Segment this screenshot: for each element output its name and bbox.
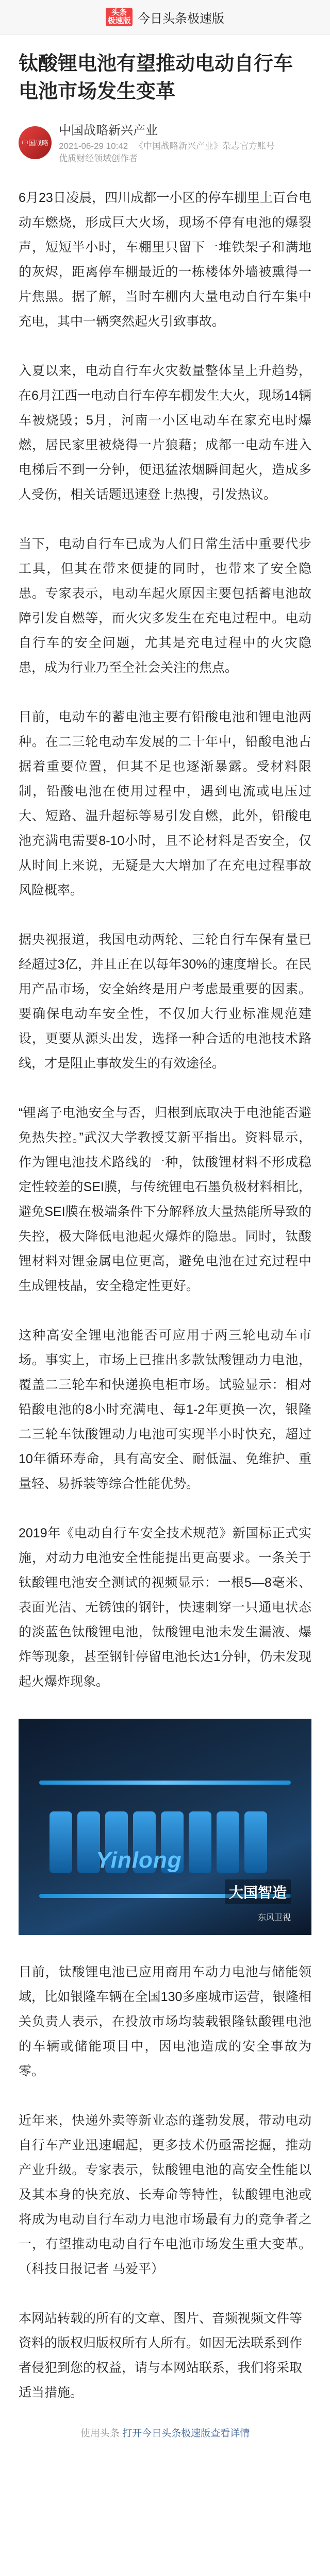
paragraph-2: 入夏以来，电动自行车火灾数量整体呈上升趋势，在6月江西一电动自行车停车棚发生大火，现场14辆车被烧毁；5月，河南一小区电动车在家充电时爆燃，居民家里被烧得一片狼藉；成都一电动车进入电梯后不到一分钟，便迅猛浓烟瞬间起火，造成多人受伤，相关话题迅速登上热搜，引发热议。	[19, 364, 311, 502]
battery-cell	[244, 1811, 267, 1873]
logo-line1: 头条	[111, 8, 127, 17]
author-meta	[59, 140, 279, 165]
paragraph-3: 当下，电动自行车已成为人们日常生活中重要代步工具，但其在带来便捷的同时，也带来了安全隐患。专家表示，电动车起火原因主要包括蓄电池故障引发自燃等，而火灾多发生在充电过程中。电动自行车的安全问题，尤其是充电过程中的火灾隐患，成为行业乃至全社会关注的焦点。	[19, 537, 311, 675]
open-app-tip	[19, 2426, 311, 2439]
paragraph-8: 2019年《电动自行车安全技术规范》新国标正式实施，对动力电池安全性能提出更高要求。一条关于钛酸锂电池安全测试的视频显示：一根5—8毫米、表面光洁、无锈蚀的钢针，快速刺穿一只通电状态的淡蓝色钛酸锂电池，钛酸锂电池未发生漏液、爆炸等现象，甚至钢针停留电池长达1分钟，仍未发现起火爆炸现象。	[19, 1526, 311, 1689]
author-name[interactable]: 中国战略新兴产业	[59, 124, 158, 138]
battery-production-image[interactable]	[19, 1719, 311, 1935]
author-description: 优质财经领域创作者	[59, 154, 138, 163]
battery-cell	[217, 1811, 239, 1873]
author-avatar[interactable]: 中国战略	[19, 126, 52, 159]
article-title: 钛酸锂电池有望推动电动自行车电池市场发生变革	[19, 53, 293, 103]
battery-cell	[50, 1811, 72, 1873]
paragraph-9: 目前，钛酸锂电池已应用商用车动力电池与储能领域，比如银隆车辆在全国130多座城市运营，银隆相关负责人表示，在投放市场均装载银隆钛酸锂电池的车辆或储能项目中，因电池造成的安全事故为零。	[19, 1965, 311, 2078]
copyright-notice: 本网站转载的所有的文章、图片、音频视频文件等资料的版权归版权所有人所有。如因无法联系到作者侵犯到您的权益，请与本网站联系，我们将采取适当措施。	[19, 2311, 303, 2400]
paragraph-5: 据央视报道，我国电动两轮、三轮自行车保有量已经超过3亿，并且正在以每年30%的速度增长。在民用产品市场，安全始终是用户考虑最重要的因素。要确保电动车安全性，不仅加大行业标准规范建设，更要从源头出发，选择一种合适的电池技术路线，才是阻止事故发生的有效途径。	[19, 933, 311, 1071]
conveyor-line	[39, 1781, 291, 1785]
open-app-link[interactable]: 打开今日头条极速版查看详情	[122, 2428, 250, 2439]
tip-text-before: 使用头条	[80, 2428, 123, 2439]
article	[0, 35, 330, 2439]
author-row[interactable]	[19, 120, 311, 165]
paragraph-10: 近年来，快递外卖等新业态的蓬勃发展，带动电动自行车产业迅速崛起，更多技术仍亟需挖掘，推动产业升级。专家表示，钛酸锂电池的高安全性能以及其本身的快充放、长寿命等特性，钛酸锂电池或将成为电动自行车动力电池市场最有力的竞争者之一，有望推动电动自行车电池市场发生重大变革。（科技日报记者 马爱平）	[19, 2113, 311, 2276]
battery-cell	[189, 1811, 211, 1873]
logo-line2: 极速版	[107, 16, 131, 25]
app-title: 今日头条极速版	[138, 11, 224, 26]
paragraph-7: 这种高安全锂电池能否可应用于两三轮电动车市场。事实上，市场上已推出多款钛酸锂动力电池，覆盖二三轮车和快递换电柜市场。试验显示：相对铅酸电池的8小时充满电、每1-2年更换一次，银隆二三轮车钛酸锂动力电池可实现半小时快充，超过10年循环寿命，具有高安全、耐低温、免维护、重量轻、易拆装等综合性能优势。	[19, 1328, 311, 1491]
image-watermark: 大国智造	[225, 1879, 291, 1904]
author-source: 《中国战略新兴产业》杂志官方账号	[134, 141, 275, 151]
image-watermark-sub: 东风卫视	[257, 1913, 291, 1922]
author-info	[59, 120, 279, 165]
paragraph-1: 6月23日凌晨，四川成都一小区的停车棚里上百台电动车燃烧，形成巨大火场，现场不停有电池的爆裂声，短短半小时，车棚里只留下一堆铁架子和满地的灰烬，距离停车棚最近的一栋楼体外墙被熏得一片焦黑。据了解，当时车棚内大量电动自行车集中充电，其中一辆突然起火引致事故。	[19, 191, 311, 329]
app-logo	[106, 8, 133, 26]
battery-brand-text: Yinlong	[96, 1848, 182, 1873]
top-app-bar[interactable]	[0, 0, 330, 35]
paragraph-6: “锂离子电池安全与否，归根到底取决于电池能否避免热失控。”武汉大学教授艾新平指出。资料显示，作为锂电池技术路线的一种，钛酸锂材料不形成稳定性较差的SEI膜，与传统锂电石墨负极材料相比，避免SEI膜在极端条件下分解释放大量热能所导致的失控，极大降低电池起火爆炸的隐患。同时，钛酸锂材料对锂金属电位更高，避免电池在过充过程中生成锂枝晶，安全稳定性更好。	[19, 1106, 311, 1293]
paragraph-4: 目前，电动车的蓄电池主要有铅酸电池和锂电池两种。在二三轮电动车发展的二十年中，铅酸电池占据着重要位置，但其不足也逐渐暴露。受材料限制，铅酸电池在使用过程中，遇到电流或电压过大、短路、温升超标等易引发自燃，此外，铅酸电池充满电需要8-10小时，且不论材料是否安全，仅从时间上来说，无疑是大大增加了在充电过程事故风险概率。	[19, 710, 311, 897]
publish-time: 2021-06-29 10:42	[59, 141, 128, 151]
